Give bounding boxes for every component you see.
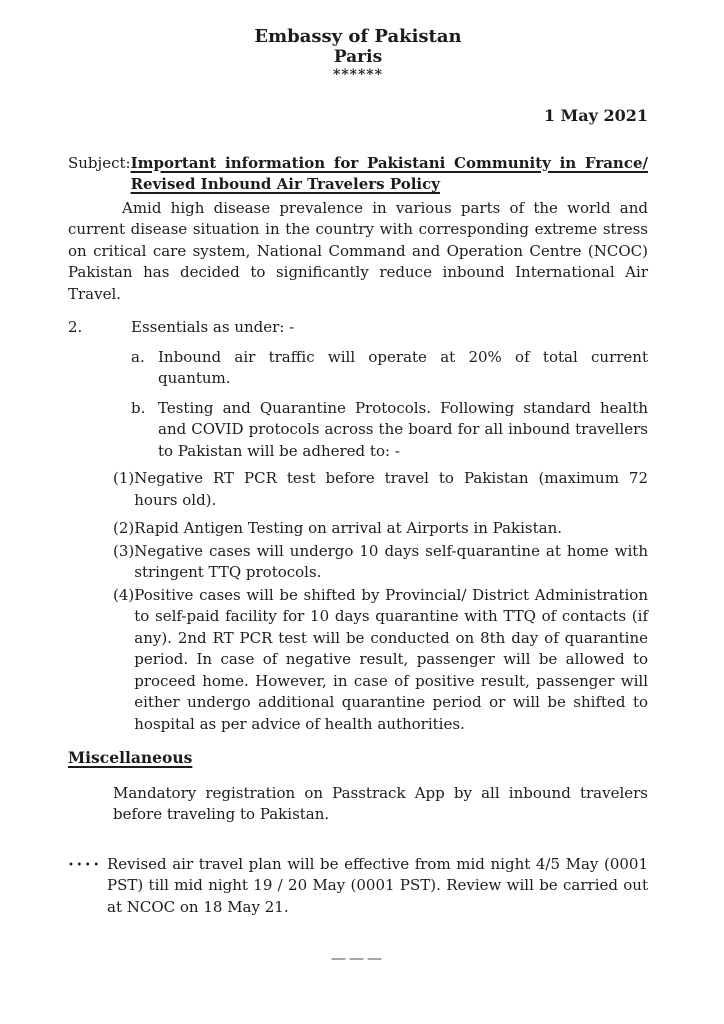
list-marker: b.	[131, 398, 146, 417]
letterhead-separator: ******	[333, 67, 383, 83]
list-marker: a.	[131, 347, 145, 366]
subject-label: Subject:	[68, 153, 131, 172]
subject-text: Important information for Pakistani Community in France/ Revised Inbound Air Travelers Policy	[130, 153, 648, 193]
notice-text: Revised air travel plan will be effective from mid night 4/5 May (0001 PST) till mid night 19 / 20 May (0001 PST). Review will be carried out at NCOC on 18 May 21.	[107, 854, 648, 916]
numbered-item-4	[113, 585, 648, 736]
essentials-label: Essentials as under: -	[131, 318, 295, 336]
miscellaneous-paragraph: Mandatory registration on Passtrack App by all inbound travelers before traveling to Pakistan.	[113, 783, 648, 823]
letterhead-city: Paris	[333, 47, 383, 67]
list-item-text: Positive cases will be shifted by Provincial/ District Administration to self-paid facility for 10 days quarantine with TTQ of contacts (if any). 2nd RT PCR test will be conducted on 8th day of quarantine period. In case of negative result, passenger will be allowed to proceed home. However, in case of positive result, passenger will either undergo additional quarantine period or will be shifted to hospital as per advice of health authorities.	[134, 585, 648, 733]
list-item-b	[131, 398, 648, 463]
numbered-item-2	[113, 518, 648, 540]
intro-paragraph: Amid high disease prevalence in various parts of the world and current disease situation in the country with corresponding extreme stress on critical care system, National Command and Operation Centre (NCOC) Pakistan has decided to significantly reduce inbound International Air Travel.	[68, 198, 648, 303]
list-marker: (4)	[113, 585, 135, 604]
essentials-number: 2.	[68, 318, 83, 336]
list-item-text: Testing and Quarantine Protocols. Following standard health and COVID protocols across the board for all inbound travellers to Pakistan will be adhered to: -	[158, 398, 648, 460]
end-of-document-mark: ———	[331, 949, 385, 967]
list-item-text: Inbound air traffic will operate at 20% of total current quantum.	[158, 347, 648, 387]
list-item-a	[131, 347, 648, 390]
essentials-heading	[68, 317, 648, 339]
notice-item	[68, 854, 648, 919]
list-item-text: Negative cases will undergo 10 days self-quarantine at home with stringent TTQ protocols.	[134, 541, 648, 581]
subject-row	[68, 153, 648, 196]
letterhead	[68, 26, 648, 83]
list-item-text: Negative RT PCR test before travel to Pakistan (maximum 72 hours old).	[134, 469, 648, 509]
list-marker: (2)	[113, 519, 135, 537]
list-marker: (3)	[113, 541, 135, 560]
miscellaneous-heading: Miscellaneous	[68, 748, 193, 767]
numbered-item-1	[113, 468, 648, 511]
list-item-text: Rapid Antigen Testing on arrival at Airports in Pakistan.	[134, 519, 563, 537]
list-marker: (1)	[113, 469, 135, 487]
bullet-dots-marker: ••••	[68, 859, 102, 871]
document-date: 1 May 2021	[543, 106, 648, 125]
letterhead-organization: Embassy of Pakistan	[254, 26, 462, 47]
numbered-item-3	[113, 541, 648, 584]
